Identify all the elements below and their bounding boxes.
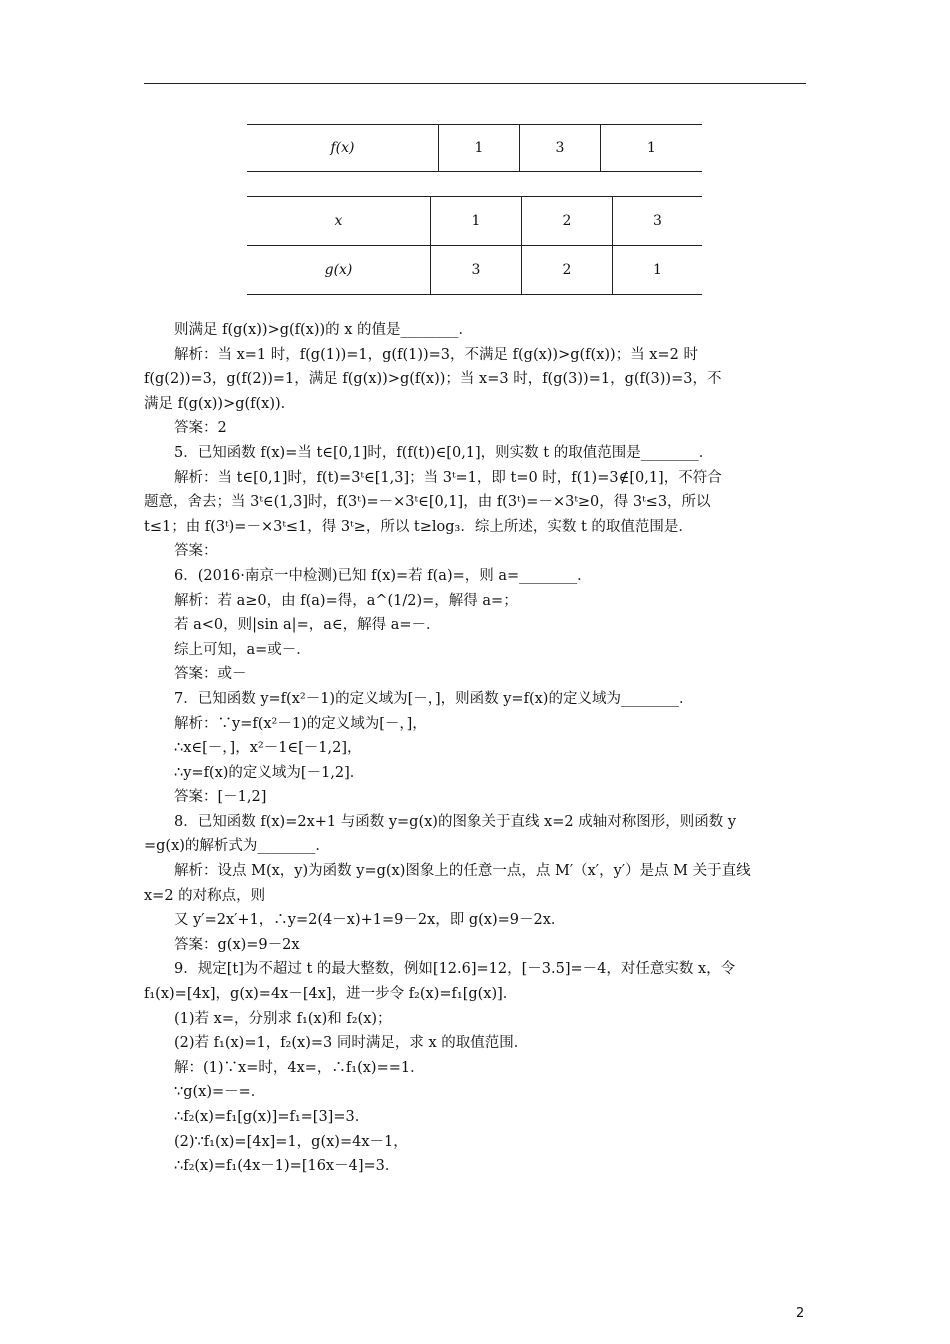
table-cell: 2 [522, 246, 613, 295]
text-line: 解：(1)∵x=时，4x=，∴f₁(x)==1． [174, 1059, 425, 1076]
text-line: 6．(2016·南京一中检测)已知 f(x)=若 f(a)=，则 a=________． [174, 567, 592, 584]
table-cell: 3 [431, 246, 522, 295]
text-line: x=2 的对称点，则 [144, 887, 266, 904]
table-row [247, 125, 702, 172]
text-line: 答案：[－1,2] [174, 789, 267, 806]
text-line: 8．已知函数 f(x)=2x+1 与函数 y=g(x)的图象关于直线 x=2 成轴对称图形，则函数 y [174, 813, 737, 830]
table-cell: 3 [613, 197, 703, 246]
text-line: ∵g(x)=－=． [174, 1084, 266, 1101]
text-line: ∴x∈[－，]，x²－1∈[－1,2]， [174, 740, 362, 757]
solution-text [144, 318, 814, 1179]
text-line: f₁(x)=[4x]，g(x)=4x－[4x]，进一步令 f₂(x)=f₁[g(x)]． [144, 986, 518, 1003]
table-cell: f(x) [330, 140, 355, 156]
text-line: ∴f₂(x)=f₁[g(x)]=f₁=[3]=3． [174, 1109, 370, 1125]
table-cell: 1 [601, 125, 703, 172]
header-rule [144, 83, 806, 84]
table-f-values [247, 124, 702, 172]
table-cell: 1 [439, 125, 520, 172]
text-line: 答案： [174, 543, 218, 560]
table-row [247, 246, 702, 295]
text-line: 7．已知函数 y=f(x²－1)的定义域为[－，]，则函数 y=f(x)的定义域为________． [174, 690, 694, 707]
text-line: 解析：当 t∈[0,1]时，f(t)=3ᵗ∈[1,3]；当 3ᵗ=1，即 t=0 时，f(1)=3∉[0,1]，不符合 [174, 469, 722, 486]
text-line: 又 y′=2x′+1，∴y=2(4－x)+1=9－2x，即 g(x)=9－2x． [174, 912, 566, 929]
text-line: 9．规定[t]为不超过 t 的最大整数，例如[12.6]=12，[－3.5]=－4，对任意实数 x，令 [174, 961, 736, 978]
page-number: 2 [796, 1306, 805, 1321]
text-line: 答案：2 [174, 420, 227, 437]
text-line: 解析：当 x=1 时，f(g(1))=1，g(f(1))=3，不满足 f(g(x))>g(f(x))；当 x=2 时 [174, 346, 698, 363]
text-line: f(g(2))=3，g(f(2))=1，满足 f(g(x))>g(f(x))；当 x=3 时，f(g(3))=1，g(f(3))=3，不 [144, 371, 722, 388]
text-line: 答案：g(x)=9－2x [174, 936, 300, 953]
text-line: t≤1；由 f(3ᵗ)=－×3ᵗ≤1，得 3ᵗ≥，所以 t≥log₃．综上所述，实数 t 的取值范围是． [144, 518, 693, 535]
table-cell: 2 [522, 197, 613, 246]
text-line: 综上可知，a=或－． [174, 641, 311, 658]
text-line: (1)若 x=，分别求 f₁(x)和 f₂(x)； [174, 1010, 392, 1027]
text-line: 解析：设点 M(x，y)为函数 y=g(x)图象上的任意一点，点 M′（x′，y′）是点 M 关于直线 [174, 863, 751, 880]
text-line: 则满足 f(g(x))>g(f(x))的 x 的值是________． [174, 322, 474, 338]
text-line: =g(x)的解析式为________． [144, 838, 330, 855]
text-line: ∴y=f(x)的定义域为[－1,2]． [174, 764, 365, 781]
text-line: 解析：若 a≥0，由 f(a)=得，a^(1/2)=，解得 a=； [174, 592, 518, 609]
text-line: 若 a<0，则|sin a|=，a∈，解得 a=－． [174, 617, 441, 634]
table-cell: 3 [520, 125, 601, 172]
table-cell: 1 [613, 246, 703, 295]
text-line: 满足 f(g(x))>g(f(x))． [144, 395, 296, 412]
text-line: ∴f₂(x)=f₁(4x－1)=[16x－4]=3． [174, 1158, 400, 1175]
text-line: (2)∵f₁(x)=[4x]=1，g(x)=4x－1， [174, 1133, 408, 1150]
table-cell: 1 [431, 197, 522, 246]
table-g-values [247, 196, 702, 295]
text-line: (2)若 f₁(x)=1，f₂(x)=3 同时满足，求 x 的取值范围． [174, 1035, 529, 1052]
text-line: 题意，舍去；当 3ᵗ∈(1,3]时，f(3ᵗ)=－×3ᵗ∈[0,1]，由 f(3ᵗ)=－×3ᵗ≥0，得 3ᵗ≤3，所以 [144, 494, 711, 511]
table-cell: x [334, 213, 343, 229]
text-line: 解析：∵y=f(x²－1)的定义域为[－，]， [174, 715, 427, 732]
table-row [247, 197, 702, 246]
text-line: 答案：或－ [174, 666, 247, 683]
text-line: 5．已知函数 f(x)=当 t∈[0,1]时，f(f(t))∈[0,1]，则实数 t 的取值范围是________． [174, 444, 714, 461]
table-cell: g(x) [324, 262, 353, 278]
